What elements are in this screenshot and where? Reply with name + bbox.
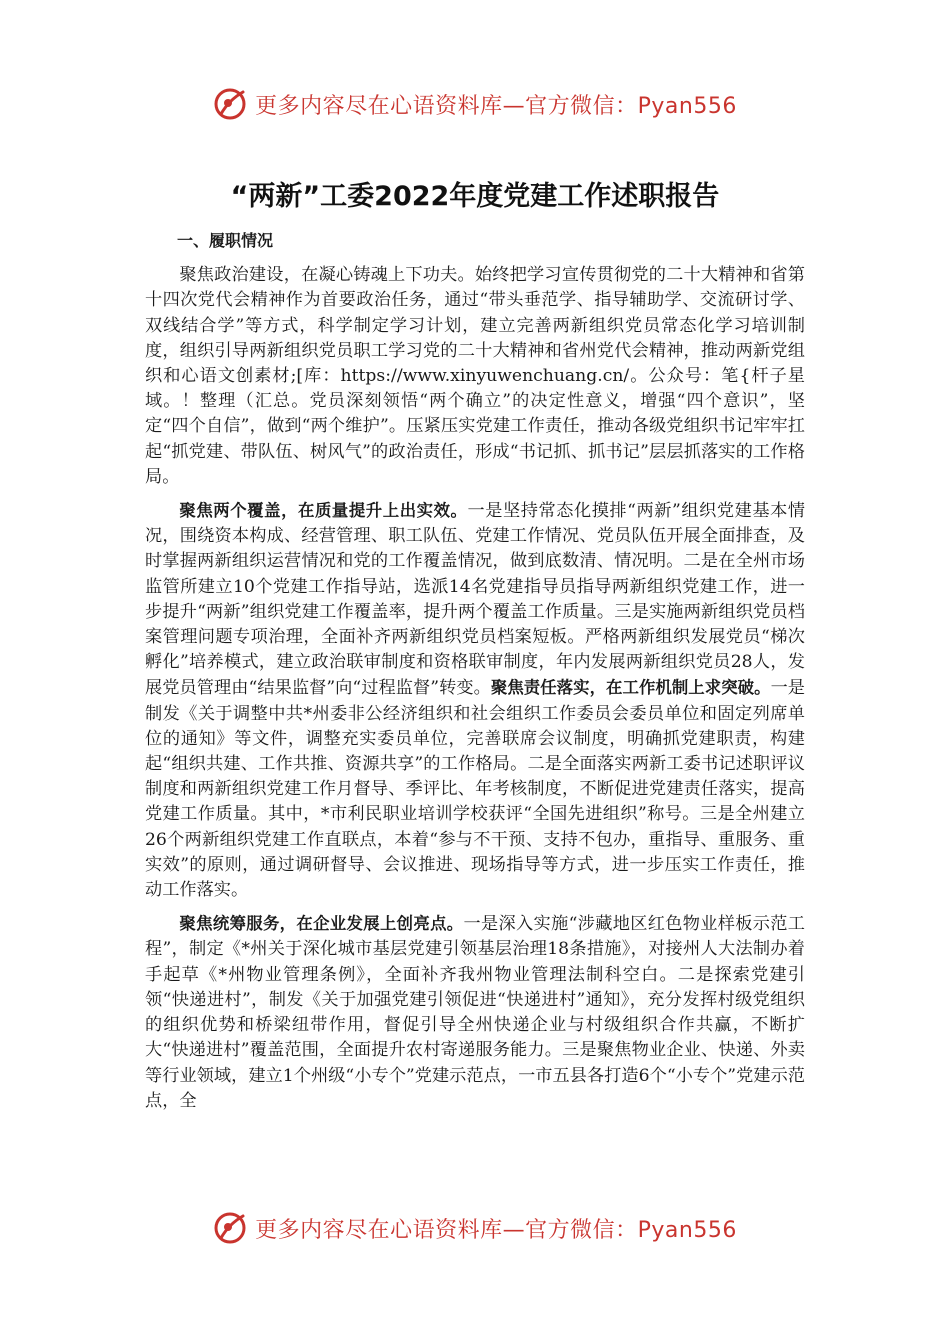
- document-title: “两新”工委2022年度党建工作述职报告: [230, 181, 720, 212]
- paragraph-lead: 聚焦两个覆盖，在质量提升上出实效。: [179, 501, 468, 521]
- paragraph-lead: 聚焦责任落实，在工作机制上求突破。: [490, 678, 771, 698]
- paragraph-body: 一是制发《关于调整中共*州委非公经济组织和社会组织工作委员会委员单位和固定列席单位的通知》等文件，调整充实委员单位，完善联席会议制度，明确抓党建职责，构建起“组织共建、工作共推、资源共享”的工作格局。二是全面落实两新工委书记述职评议制度和两新组织党建工作月督导、季评比、年考核制度，不断促进党建责任落实，提高党建工作质量。其中，*市利民职业培训学校获评“全国先进组织”称号。三是全州建立26个两新组织党建工作直联点，本着“参与不干预、支持不包办，重指导、重服务、重实效”的原则，通过调研督导、会议推进、现场指导等方式，进一步压实工作责任，推动工作落实。: [145, 678, 805, 901]
- brand-logo-icon: [213, 86, 249, 122]
- document-body: [145, 228, 805, 1122]
- paragraph-body: 一是坚持常态化摸排“两新”组织党建基本情况，围绕资本构成、经营管理、职工队伍、党建工作情况、党员队伍开展全面排查，及时掌握两新组织运营情况和党的工作覆盖情况，做到底数清、情况明。二是在全州市场监管所建立10个党建工作指导站，选派14名党建指导员指导两新组织党建工作，进一步提升“两新”组织党建工作覆盖率，提升两个覆盖工作质量。三是实施两新组织党员档案管理问题专项治理，全面补齐两新组织党员档案短板。严格两新组织发展党员“梯次孵化”培养模式，建立政治联审制度和资格联审制度，年内发展两新组织党员28人，发展党员管理由“结果监督”向“过程监督”转变。: [145, 501, 805, 699]
- section-heading: 一、履职情况: [177, 231, 274, 250]
- paragraph-body: 一是深入实施“涉藏地区红色物业样板示范工程”，制定《*州关于深化城市基层党建引领基层治理18条措施》，对接州人大法制办着手起草《*州物业管理条例》，全面补齐我州物业管理法制科空白。二是探索党建引领“快递进村”，制发《关于加强党建引领促进“快递进村”通知》，充分发挥村级党组织的组织优势和桥梁纽带作用，督促引导全州快递企业与村级组织合作共赢，不断扩大“快递进村”覆盖范围，全面提升农村寄递服务能力。三是聚焦物业企业、快递、外卖等行业领域，建立1个州级“小专个”党建示范点，一市五县各打造6个“小专个”党建示范点，全: [145, 914, 805, 1111]
- brand-logo-icon: [213, 1210, 249, 1246]
- paragraph-two-coverage: [145, 498, 805, 903]
- paragraph-coordinated-service: [145, 911, 805, 1114]
- watermark-text: 更多内容尽在心语资料库—官方微信：Pyan556: [255, 1217, 737, 1243]
- paragraph-political-building: 聚焦政治建设，在凝心铸魂上下功夫。始终把学习宣传贯彻党的二十大精神和省第十四次党代会精神作为首要政治任务，通过“带头垂范学、指导辅助学、交流研讨学、双线结合学”等方式，科学制定学习计划，建立完善两新组织党员常态化学习培训制度，组织引导两新组织党员职工学习党的二十大精神和省州党代会精神，推动两新党组织和心语文创素材;[库：https://www.xinyuwenchuang.cn/。公众号：笔{杆子星域。！整理（汇总。党员深刻领悟“两个确立”的决定性意义，增强“四个意识”，坚定“四个自信”，做到“两个维护”。压紧压实党建工作责任，推动各级党组织书记牢牢扛起“抓党建、带队伍、树风气”的政治责任，形成“书记抓、抓书记”层层抓落实的工作格局。: [145, 265, 805, 487]
- paragraph-lead: 聚焦统筹服务，在企业发展上创亮点。: [179, 914, 464, 934]
- watermark-text: 更多内容尽在心语资料库—官方微信：Pyan556: [255, 93, 737, 119]
- watermark-banner-bottom: [0, 1206, 950, 1250]
- watermark-banner-top: [0, 82, 950, 126]
